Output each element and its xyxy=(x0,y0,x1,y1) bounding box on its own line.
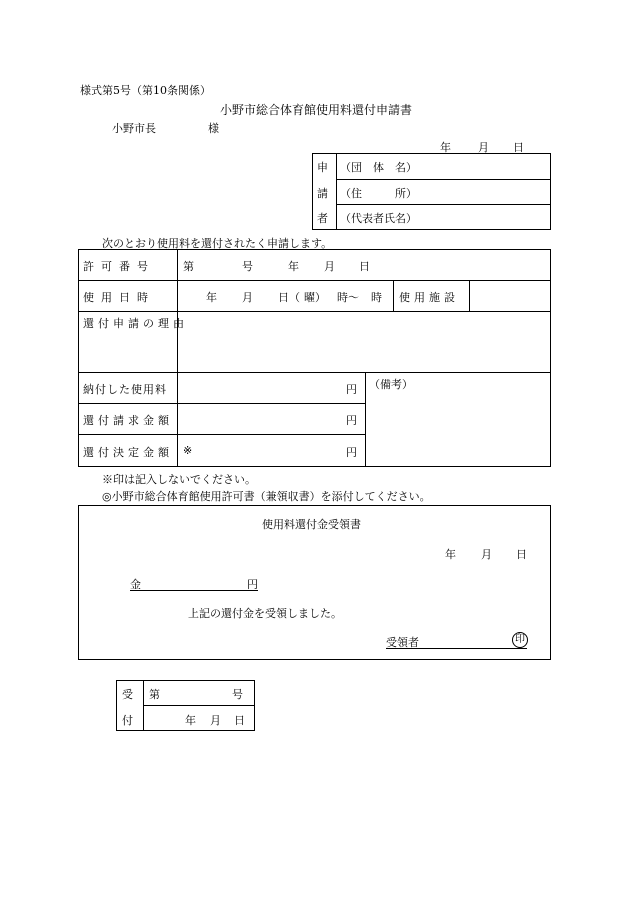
receipt-date-day: 日 xyxy=(516,548,527,561)
usage-datetime-label: 使用日時 xyxy=(83,291,155,304)
permit-dai: 第 xyxy=(183,260,194,273)
reception-day: 日 xyxy=(234,714,245,727)
form-title: 小野市総合体育館使用料還付申請書 xyxy=(220,103,413,117)
permit-year: 年 xyxy=(288,260,299,273)
amount-kin: 金 xyxy=(130,578,141,591)
refund-decision-yen: 円 xyxy=(346,446,357,459)
seal-mark: 印 xyxy=(512,632,528,648)
usage-weekday: 曜） xyxy=(304,291,326,304)
usage-time-end: 時 xyxy=(371,291,382,304)
representative-label: （代表者氏名） xyxy=(340,212,417,225)
permit-number-label: 許可番号 xyxy=(83,260,155,273)
facility-label: 使用施設 xyxy=(399,291,459,304)
permit-day: 日 xyxy=(359,260,370,273)
paid-fee-yen: 円 xyxy=(346,383,357,396)
refund-decision-label: 還付決定金額 xyxy=(83,446,173,459)
date-day: 日 xyxy=(513,141,524,154)
permit-go: 号 xyxy=(242,260,253,273)
refund-request-yen: 円 xyxy=(346,414,357,427)
usage-day: 日（ xyxy=(278,291,300,304)
decision-mark: ※ xyxy=(183,444,193,457)
amount-line xyxy=(130,576,258,591)
reception-char-1: 受 xyxy=(122,688,133,701)
receipt-date-month: 月 xyxy=(481,548,492,561)
addressee: 小野市長 xyxy=(112,122,156,135)
date-month: 月 xyxy=(478,141,489,154)
receiver-label: 受領者 xyxy=(386,636,419,649)
usage-time: 時～ xyxy=(337,291,359,304)
usage-year: 年 xyxy=(206,291,217,304)
receipt-statement: 上記の還付金を受領しました。 xyxy=(188,607,342,620)
date-year: 年 xyxy=(440,141,451,154)
note-1: ※印は記入しないでください。 xyxy=(102,473,256,486)
note-2: ◎小野市総合体育館使用許可書（兼領収書）を添付してください。 xyxy=(102,490,431,503)
usage-month: 月 xyxy=(242,291,253,304)
reception-char-2: 付 xyxy=(122,714,133,727)
receipt-date-year: 年 xyxy=(445,548,456,561)
addressee-honorific: 様 xyxy=(208,122,219,135)
applicant-char-2: 請 xyxy=(317,187,328,200)
receipt-title: 使用料還付金受領書 xyxy=(262,518,361,531)
reception-go: 号 xyxy=(232,688,243,701)
paid-fee-label: 納付した使用料 xyxy=(83,383,167,396)
address-label: （住 所） xyxy=(340,187,417,200)
reception-month: 月 xyxy=(210,714,221,727)
remarks-label: （備考） xyxy=(369,378,413,391)
group-name-label: （団 体 名） xyxy=(340,161,417,174)
intro-text: 次のとおり使用料を還付されたく申請します。 xyxy=(102,237,333,250)
refund-request-label: 還付請求金額 xyxy=(83,414,173,427)
amount-yen: 円 xyxy=(247,578,258,591)
reception-dai: 第 xyxy=(149,688,160,701)
permit-month: 月 xyxy=(324,260,335,273)
reception-year: 年 xyxy=(185,714,196,727)
applicant-char-3: 者 xyxy=(317,212,328,225)
form-number: 様式第5号（第10条関係） xyxy=(80,84,211,97)
refund-reason-label: 還付申請の理由 xyxy=(83,317,188,330)
applicant-char-1: 申 xyxy=(317,161,328,174)
